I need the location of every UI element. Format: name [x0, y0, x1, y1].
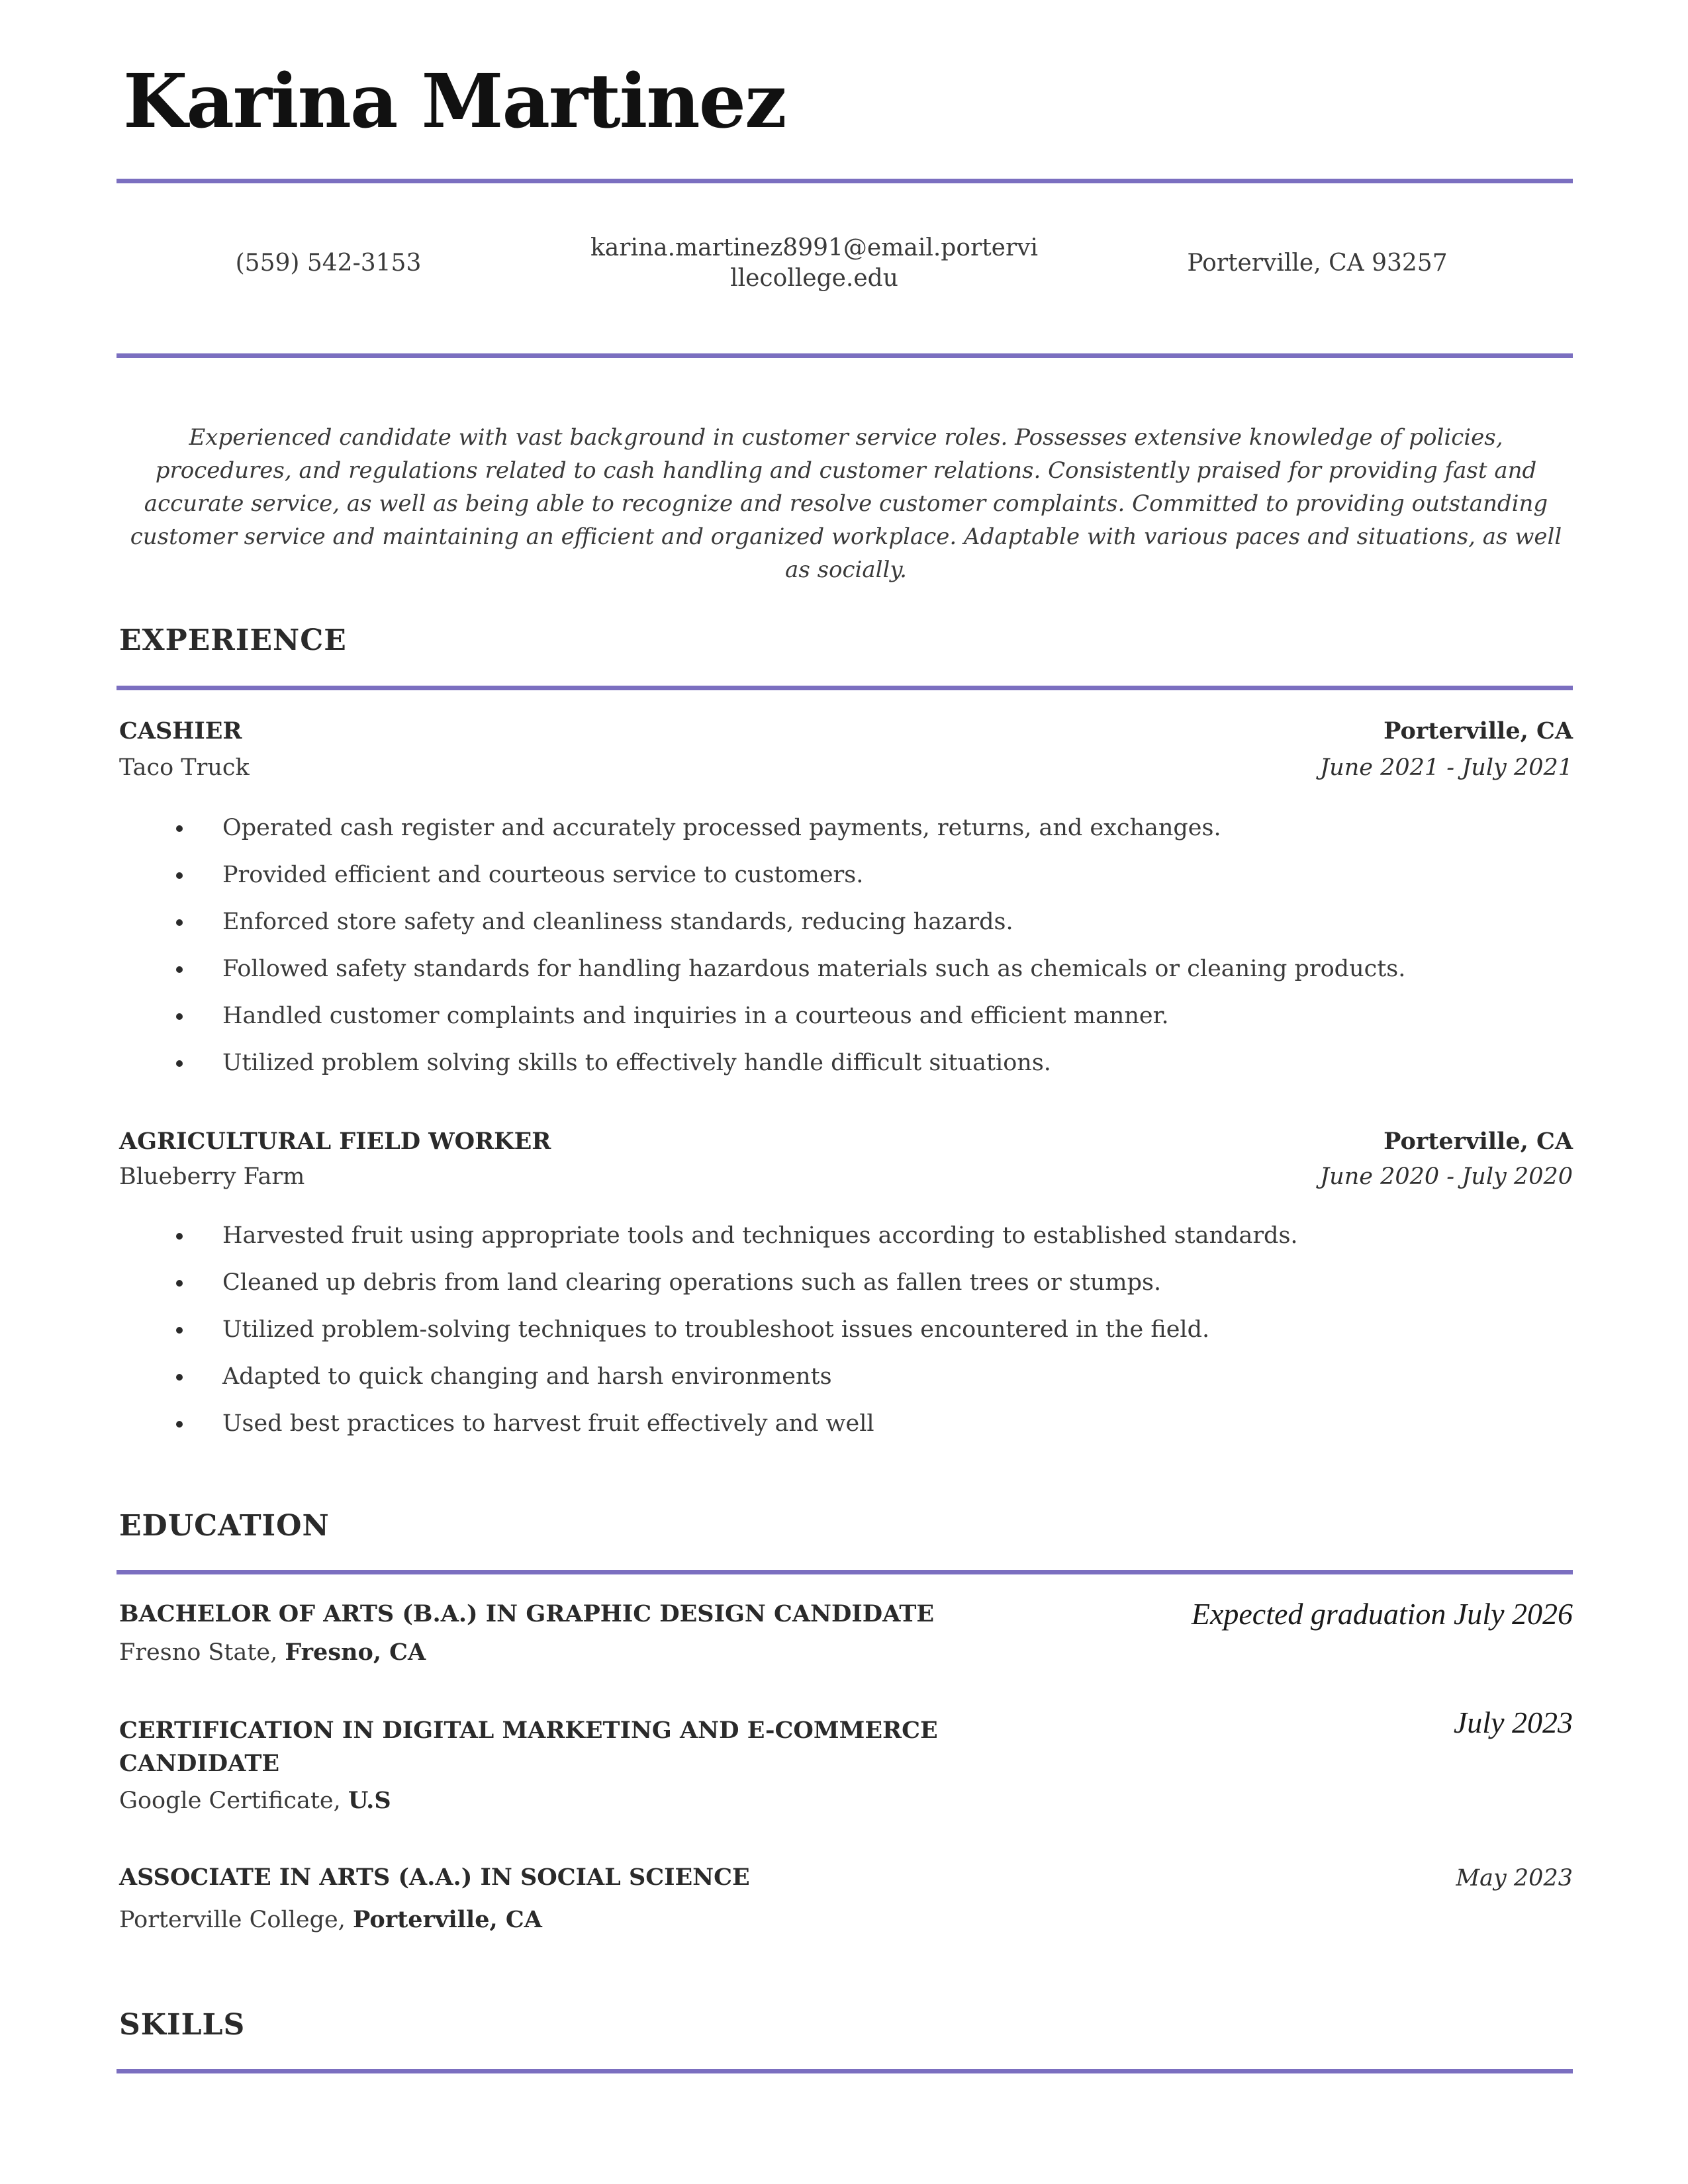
- job-employer: Blueberry Farm: [119, 1163, 305, 1190]
- education-school-name: Google Certificate,: [119, 1788, 348, 1814]
- job-location: Porterville, CA: [1383, 717, 1573, 745]
- contact-phone: (559) 542-3153: [235, 250, 422, 277]
- education-school: [119, 1906, 542, 1933]
- section-heading-education: EDUCATION: [119, 1509, 330, 1543]
- job-dates: June 2020 - July 2020: [1320, 1163, 1573, 1190]
- education-school-place: U.S: [348, 1787, 391, 1814]
- divider-contact: [117, 353, 1573, 358]
- list-item: Operated cash register and accurately processed payments, returns, and exchanges.: [119, 805, 1542, 852]
- job-employer: Taco Truck: [119, 754, 250, 781]
- education-date: July 2023: [1453, 1706, 1573, 1739]
- contact-email-line1: karina.martinez8991@email.portervi: [590, 234, 1039, 261]
- education-degree: ASSOCIATE IN ARTS (A.A.) IN SOCIAL SCIENCE: [119, 1864, 750, 1891]
- education-date: Expected graduation July 2026: [1191, 1597, 1573, 1631]
- education-date: May 2023: [1456, 1865, 1573, 1891]
- education-degree: CERTIFICATION IN DIGITAL MARKETING AND E-COMMERCE CANDIDATE: [119, 1717, 938, 1777]
- divider-skills: [117, 2069, 1573, 2073]
- divider-education: [117, 1570, 1573, 1574]
- list-item: Used best practices to harvest fruit effectively and well: [119, 1400, 1542, 1447]
- job-title: CASHIER: [119, 717, 242, 745]
- job-title: AGRICULTURAL FIELD WORKER: [119, 1128, 551, 1155]
- section-heading-experience: EXPERIENCE: [119, 623, 347, 657]
- section-heading-skills: SKILLS: [119, 2008, 246, 2042]
- divider-experience: [117, 686, 1573, 690]
- education-school: [119, 1639, 426, 1666]
- education-school-name: Fresno State,: [119, 1639, 285, 1666]
- divider-top: [117, 179, 1573, 183]
- education-school: [119, 1787, 391, 1814]
- candidate-name: Karina Martinez: [123, 58, 786, 145]
- job-bullet-list: [119, 805, 1542, 1087]
- education-degree: BACHELOR OF ARTS (B.A.) IN GRAPHIC DESIGN CANDIDATE: [119, 1600, 935, 1627]
- education-school-place: Fresno, CA: [285, 1639, 426, 1666]
- contact-location: Porterville, CA 93257: [1187, 250, 1448, 277]
- list-item: Followed safety standards for handling hazardous materials such as chemicals or cleaning products.: [119, 946, 1542, 993]
- list-item: Harvested fruit using appropriate tools and techniques according to established standards.: [119, 1212, 1542, 1259]
- job-bullet-list: [119, 1212, 1542, 1447]
- list-item: Adapted to quick changing and harsh environments: [119, 1353, 1542, 1400]
- list-item: Utilized problem solving skills to effectively handle difficult situations.: [119, 1040, 1542, 1087]
- contact-email: [569, 233, 1059, 294]
- list-item: Enforced store safety and cleanliness standards, reducing hazards.: [119, 899, 1542, 946]
- contact-email-line2: llecollege.edu: [730, 265, 898, 292]
- list-item: Utilized problem-solving techniques to troubleshoot issues encountered in the field.: [119, 1306, 1542, 1353]
- list-item: Provided efficient and courteous service to customers.: [119, 852, 1542, 899]
- education-school-place: Porterville, CA: [352, 1906, 542, 1933]
- professional-summary: Experienced candidate with vast background in customer service roles. Possesses extensive knowledge of policies, procedures, and regulations related to cash handling and customer relations. Consistently praised for providing fast and accurate service, as well as being able to recognize and resolve customer complaints. Committed to providing outstanding customer service and maintaining an efficient and organized workplace. Adaptable with various paces and situations, as well as socially.: [130, 424, 1562, 583]
- education-school-name: Porterville College,: [119, 1907, 353, 1933]
- job-location: Porterville, CA: [1383, 1128, 1573, 1155]
- list-item: Cleaned up debris from land clearing operations such as fallen trees or stumps.: [119, 1259, 1542, 1306]
- list-item: Handled customer complaints and inquiries in a courteous and efficient manner.: [119, 993, 1542, 1040]
- job-dates: June 2021 - July 2021: [1320, 754, 1573, 781]
